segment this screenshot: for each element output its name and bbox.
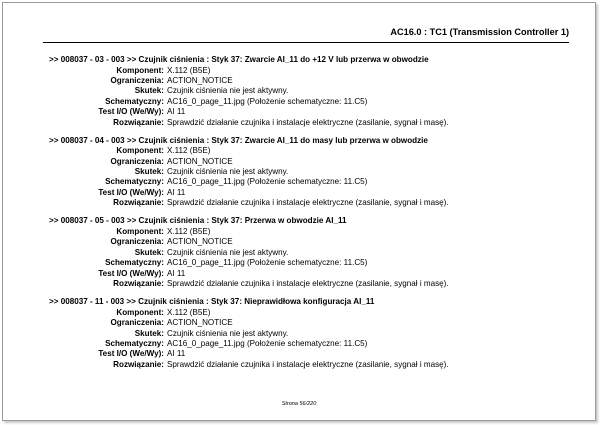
field-value: X.112 (B5E) (167, 146, 211, 156)
field-value: Sprawdzić działanie czujnika i instalacje elektryczne (zasilanie, sygnał i masę). (167, 198, 449, 208)
field-label: Komponent: (116, 307, 164, 317)
field-value: X.112 (B5E) (167, 307, 211, 317)
field-value: AC16_0_page_11.jpg (Położenie schematyczne: 11.C5) (167, 258, 368, 268)
field-schematic (49, 177, 575, 187)
field-label: Test I/O (We/Wy): (98, 107, 164, 117)
field-value: Czujnik ciśnienia nie jest aktywny. (167, 328, 289, 338)
document-page (2, 2, 596, 421)
field-label: Schematyczny: (105, 258, 164, 268)
document-header-title: AC16.0 : TC1 (Transmission Controller 1) (390, 27, 569, 37)
field-label: Schematyczny: (105, 338, 164, 348)
field-component (49, 66, 575, 76)
field-label: Skutek: (134, 328, 164, 338)
field-label: Skutek: (134, 247, 164, 257)
field-value: Czujnik ciśnienia nie jest aktywny. (167, 247, 289, 257)
field-component (49, 146, 575, 156)
field-label: Ograniczenia: (110, 318, 164, 328)
field-test-io (49, 349, 575, 359)
field-value: Czujnik ciśnienia nie jest aktywny. (167, 167, 289, 177)
header-rule (43, 42, 569, 43)
field-value: Sprawdzić działanie czujnika i instalacje elektryczne (zasilanie, sygnał i masę). (167, 359, 449, 369)
field-effect (49, 86, 575, 96)
field-schematic (49, 339, 575, 349)
field-label: Ograniczenia: (110, 156, 164, 166)
fault-title: >> 008037 - 05 - 003 >> Czujnik ciśnienia : Styk 37: Przerwa w obwodzie AI_11 (49, 216, 347, 226)
field-label: Skutek: (134, 86, 164, 96)
field-label: Komponent: (116, 226, 164, 236)
field-value: X.112 (B5E) (167, 226, 211, 236)
fault-title: >> 008037 - 03 - 003 >> Czujnik ciśnienia : Styk 37: Zwarcie AI_11 do +12 V lub przerwa w obwodzie (49, 55, 429, 64)
field-value: AI 11 (167, 349, 186, 359)
field-restrictions (49, 318, 575, 328)
field-label: Ograniczenia: (110, 75, 164, 85)
field-label: Schematyczny: (105, 96, 164, 106)
field-test-io (49, 107, 575, 117)
field-label: Rozwiązanie: (113, 117, 164, 127)
field-label: Test I/O (We/Wy): (98, 349, 164, 359)
field-label: Rozwiązanie: (113, 198, 164, 208)
field-label: Ograniczenia: (110, 237, 164, 247)
field-component (49, 308, 575, 318)
field-schematic (49, 258, 575, 268)
field-schematic (49, 97, 575, 107)
field-label: Rozwiązanie: (113, 279, 164, 288)
field-label: Skutek: (134, 167, 164, 177)
fault-entry (49, 216, 575, 289)
fault-entry (49, 55, 575, 128)
field-solution (49, 198, 575, 208)
page-number: Strona 56/220 (281, 401, 317, 407)
field-value: Sprawdzić działanie czujnika i instalacje elektryczne (zasilanie, sygnał i masę). (167, 279, 449, 288)
field-effect (49, 248, 575, 258)
field-label: Test I/O (We/Wy): (98, 268, 164, 278)
field-value: AI 11 (167, 107, 186, 117)
field-solution (49, 360, 575, 370)
field-value: ACTION_NOTICE (167, 156, 233, 166)
field-label: Test I/O (We/Wy): (98, 187, 164, 197)
field-effect (49, 329, 575, 339)
field-test-io (49, 188, 575, 198)
field-value: AI 11 (167, 268, 186, 278)
field-effect (49, 167, 575, 177)
field-value: ACTION_NOTICE (167, 75, 233, 85)
field-label: Komponent: (116, 65, 164, 75)
field-value: Sprawdzić działanie czujnika i instalacje elektryczne (zasilanie, sygnał i masę). (167, 117, 449, 127)
field-value: X.112 (B5E) (167, 65, 211, 75)
fault-title: >> 008037 - 04 - 003 >> Czujnik ciśnienia : Styk 37: Zwarcie AI_11 do masy lub przerwa w obwodzie (49, 135, 428, 145)
field-solution (49, 118, 575, 128)
field-label: Komponent: (116, 146, 164, 156)
field-value: AI 11 (167, 187, 186, 197)
field-value: ACTION_NOTICE (167, 237, 233, 247)
field-value: AC16_0_page_11.jpg (Położenie schematyczne: 11.C5) (167, 96, 368, 106)
field-value: AC16_0_page_11.jpg (Położenie schematyczne: 11.C5) (167, 338, 368, 348)
field-label: Rozwiązanie: (113, 359, 164, 369)
field-label: Schematyczny: (105, 177, 164, 187)
field-test-io (49, 269, 575, 279)
fault-entry (49, 136, 575, 209)
fault-code-list (49, 55, 575, 378)
field-component (49, 227, 575, 237)
field-value: ACTION_NOTICE (167, 318, 233, 328)
fault-entry (49, 297, 575, 370)
field-value: Czujnik ciśnienia nie jest aktywny. (167, 86, 289, 96)
fault-title: >> 008037 - 11 - 003 >> Czujnik ciśnienia : Styk 37: Nieprawidłowa konfiguracja AI_11 (49, 297, 375, 307)
field-restrictions (49, 237, 575, 247)
field-solution (49, 279, 575, 289)
field-restrictions (49, 157, 575, 167)
field-restrictions (49, 76, 575, 86)
field-value: AC16_0_page_11.jpg (Położenie schematyczne: 11.C5) (167, 177, 368, 187)
